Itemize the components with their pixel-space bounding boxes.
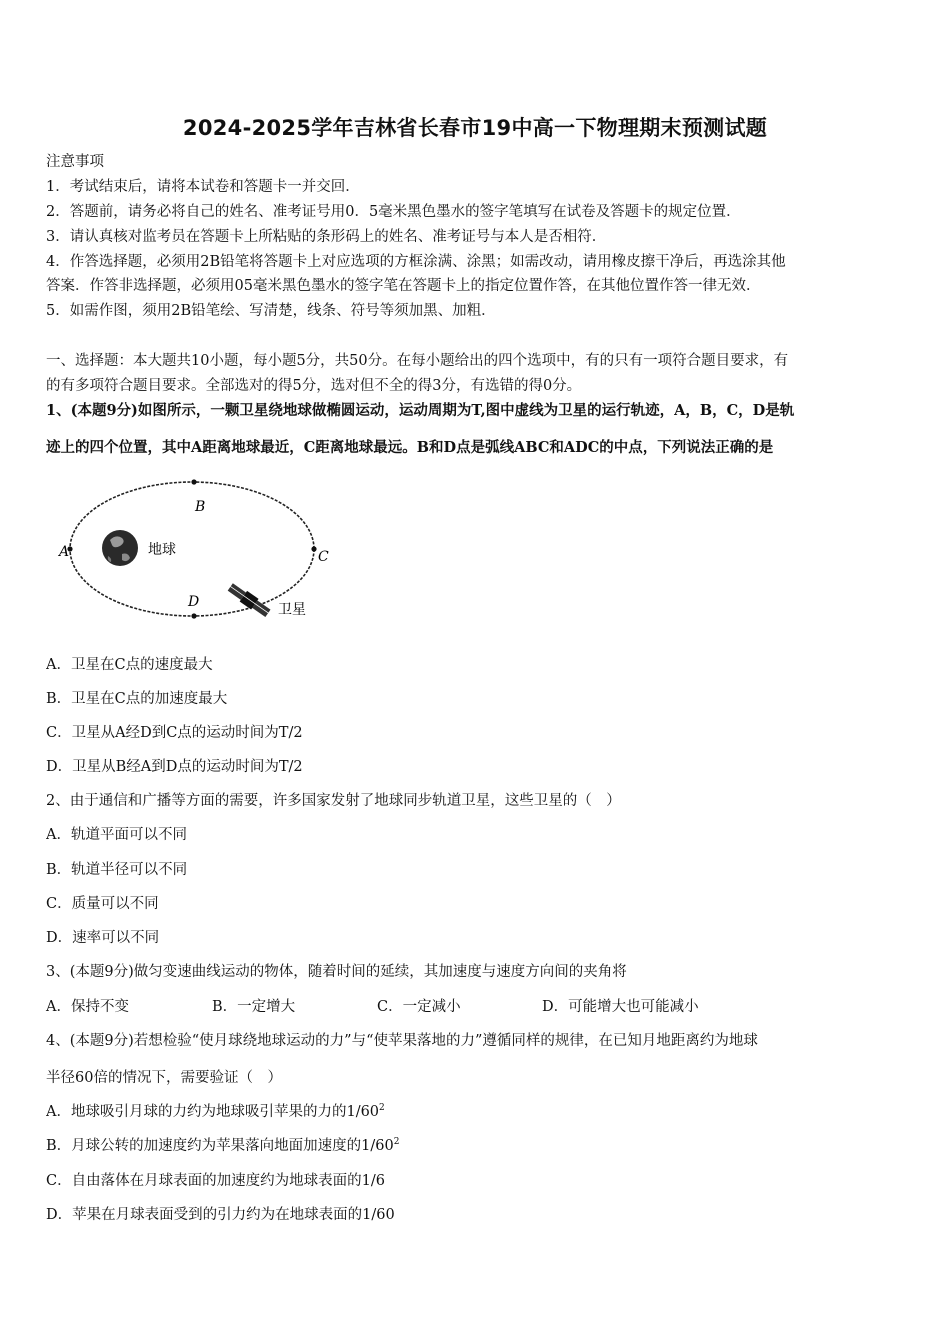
q4-option-a (46, 1102, 908, 1122)
earth-label: 地球 (148, 542, 176, 558)
q3-option-c: C．一定减小 (377, 999, 461, 1015)
section-heading: 一、选择题：本大题共10小题，每小题5分，共50分。在每小题给出的四个选项中，有的只有一项符合题目要求，有 (46, 353, 789, 369)
q4-option-a-sup: 2 (379, 1103, 385, 1114)
q4-option-d-text: D．苹果在月球表面受到的引力约为在地球表面的1/60 (46, 1207, 395, 1223)
page-title: 2024-2025学年吉林省长春市19中高一下物理期末预测试题 (182, 116, 768, 140)
q2-option-d: D．速率可以不同 (46, 930, 160, 946)
q4-option-b-sup: 2 (393, 1137, 400, 1148)
q1-option-a: A．卫星在C点的速度最大 (46, 657, 213, 673)
q4-option-b-text: B．月球公转的加速度约为苹果落向地面加速度的1/60 (46, 1138, 394, 1154)
satellite-label: 卫星 (278, 602, 306, 618)
notice-item: 2．答题前，请务必将自己的姓名、准考证号用0．5毫米黑色墨水的签字笔填写在试卷及答题卡的规定位置． (46, 204, 741, 220)
label-d: D (188, 594, 200, 610)
q3-stem: 3、(本题9分)做匀变速曲线运动的物体，随着时间的延续，其加速度与速度方向间的夹角将 (46, 964, 627, 980)
notice-item: 5．如需作图，须用2B铅笔绘、写清楚，线条、符号等须加黑、加粗． (46, 303, 496, 319)
q4-option-d (46, 1205, 908, 1225)
q1-option-b: B．卫星在C点的加速度最大 (46, 691, 228, 707)
q1-option-d: D．卫星从B经A到D点的运动时间为T/2 (46, 759, 303, 775)
q4-option-c-text: C．自由落体在月球表面的加速度约为地球表面的1/6 (46, 1173, 385, 1189)
label-b: B (195, 499, 206, 515)
satellite-icon (227, 582, 272, 619)
q2-option-b: B．轨道半径可以不同 (46, 862, 188, 878)
q4-option-b (46, 1136, 908, 1156)
notice-item: 1．考试结束后，请将本试卷和答题卡一并交回． (46, 179, 360, 195)
orbit-diagram (52, 470, 342, 630)
q4-stem-cont: 半径60倍的情况下，需要验证（ ） (46, 1070, 282, 1086)
point-c (311, 546, 316, 551)
label-a: A (59, 544, 70, 560)
q1-option-c: C．卫星从A经D到C点的运动时间为T/2 (46, 725, 303, 741)
q4-option-c (46, 1171, 908, 1191)
q2-option-c: C．质量可以不同 (46, 896, 159, 912)
q3-option-d: D．可能增大也可能减小 (542, 999, 699, 1015)
q3-option-a: A．保持不变 (46, 999, 129, 1015)
label-c: C (318, 549, 329, 565)
notice-heading: 注意事项 (46, 154, 104, 170)
point-d (191, 613, 196, 618)
notice-item: 3．请认真核对监考员在答题卡上所粘贴的条形码上的姓名、准考证号与本人是否相符． (46, 229, 607, 245)
q2-stem: 2、由于通信和广播等方面的需要，许多国家发射了地球同步轨道卫星，这些卫星的（ ） (46, 793, 621, 809)
q1-stem-cont: 迹上的四个位置，其中A距离地球最近，C距离地球最远。B和D点是弧线ABC和ADC的中点，下列说法正确的是 (46, 439, 774, 456)
q3-option-b: B．一定增大 (212, 999, 296, 1015)
point-b (191, 479, 196, 484)
section-heading-cont: 的有多项符合题目要求。全部选对的得5分，选对但不全的得3分，有选错的得0分。 (46, 378, 582, 394)
q1-stem: 1、(本题9分)如图所示，一颗卫星绕地球做椭圆运动，运动周期为T,图中虚线为卫星的运行轨迹，A，B，C，D是轨 (46, 402, 795, 419)
notice-item: 答案．作答非选择题，必须用05毫米黑色墨水的签字笔在答题卡上的指定位置作答，在其他位置作答一律无效． (46, 278, 761, 294)
q4-option-a-text: A．地球吸引月球的力约为地球吸引苹果的力的1/60 (46, 1104, 380, 1120)
notice-item: 4．作答选择题，必须用2B铅笔将答题卡上对应选项的方框涂满、涂黑；如需改动，请用橡皮擦干净后，再选涂其他 (46, 254, 786, 270)
earth-icon (102, 530, 138, 566)
q2-option-a: A．轨道平面可以不同 (46, 827, 187, 843)
q4-stem: 4、(本题9分)若想检验“使月球绕地球运动的力”与“使苹果落地的力”遵循同样的规律，在已知月地距离约为地球 (46, 1033, 758, 1049)
